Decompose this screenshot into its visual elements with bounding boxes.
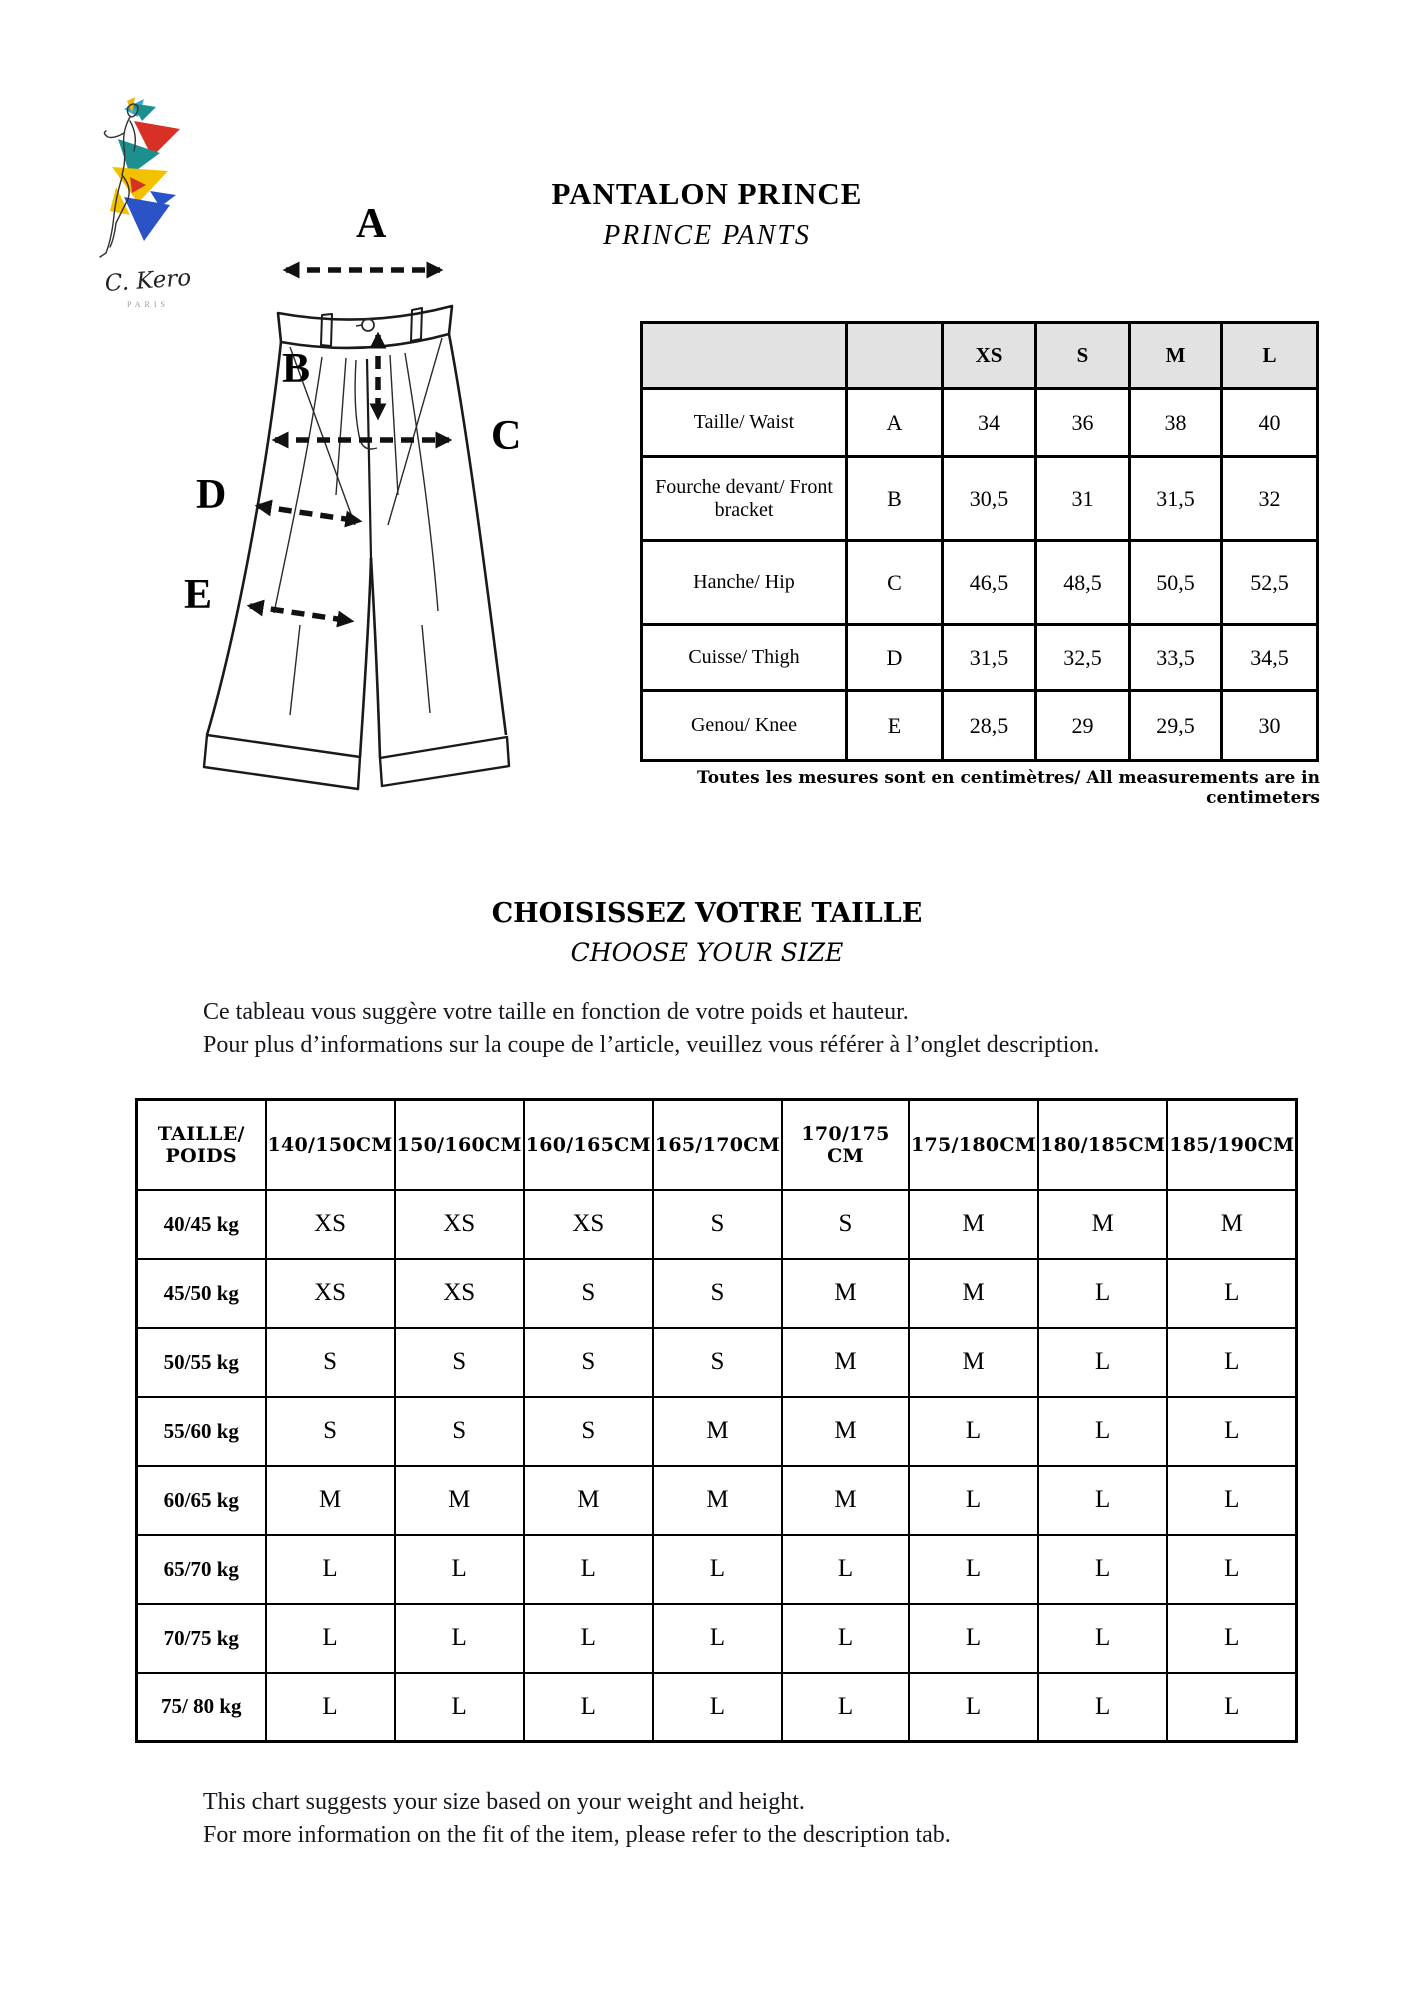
outro-paragraph-en (203, 1786, 1353, 1852)
size-cell: L (1167, 1466, 1297, 1535)
measurement-row (642, 457, 1318, 541)
measurement-row (642, 691, 1318, 761)
measurement-table-head-row (642, 323, 1318, 389)
measurement-value: 31,5 (1130, 457, 1222, 541)
height-col-header-4: 170/175 CM (782, 1100, 909, 1190)
size-cell: L (266, 1604, 395, 1673)
size-chart-row (137, 1535, 1297, 1604)
measurement-letter: E (847, 691, 943, 761)
size-cell: S (782, 1190, 909, 1259)
size-cell: L (395, 1604, 524, 1673)
weight-label: 55/60 kg (137, 1397, 266, 1466)
measurement-table (640, 321, 1319, 762)
measurement-col-header-4: M (1130, 323, 1222, 389)
size-cell: M (909, 1259, 1038, 1328)
measurement-value: 29,5 (1130, 691, 1222, 761)
arrow-d (258, 506, 359, 521)
dimension-letter-c: C (491, 413, 522, 459)
size-cell: L (909, 1673, 1038, 1742)
measurement-value: 48,5 (1036, 541, 1130, 625)
size-chart-corner-header (137, 1100, 266, 1190)
size-cell: M (1167, 1190, 1297, 1259)
measurement-value: 31,5 (943, 625, 1036, 691)
size-cell: S (524, 1259, 653, 1328)
measurement-value: 32,5 (1036, 625, 1130, 691)
measurement-label: Cuisse/ Thigh (642, 625, 847, 691)
size-cell: L (782, 1604, 909, 1673)
measurement-label: Hanche/ Hip (642, 541, 847, 625)
size-chart-row (137, 1466, 1297, 1535)
size-cell: L (653, 1673, 782, 1742)
weight-label: 75/ 80 kg (137, 1673, 266, 1742)
size-cell: L (1038, 1328, 1167, 1397)
size-cell: S (395, 1397, 524, 1466)
size-cell: L (1038, 1259, 1167, 1328)
size-chart-row (137, 1604, 1297, 1673)
weight-label: 60/65 kg (137, 1466, 266, 1535)
brand-city: PARIS (127, 300, 169, 309)
size-cell: L (782, 1535, 909, 1604)
size-cell: L (909, 1397, 1038, 1466)
dimension-letter-e: E (184, 572, 213, 618)
size-cell: L (653, 1535, 782, 1604)
size-cell: S (395, 1328, 524, 1397)
size-cell: L (782, 1673, 909, 1742)
size-cell: M (782, 1397, 909, 1466)
size-cell: M (653, 1466, 782, 1535)
size-cell: M (909, 1328, 1038, 1397)
measurement-letter: A (847, 389, 943, 457)
size-cell: L (1038, 1466, 1167, 1535)
measurement-col-header-3: S (1036, 323, 1130, 389)
size-cell: M (782, 1328, 909, 1397)
measurement-row (642, 541, 1318, 625)
measurement-value: 28,5 (943, 691, 1036, 761)
measurement-col-header-0 (642, 323, 847, 389)
measurement-letter: C (847, 541, 943, 625)
weight-label: 45/50 kg (137, 1259, 266, 1328)
size-cell: L (1167, 1328, 1297, 1397)
intro-fr-line2: Pour plus d’informations sur la coupe de l’article, veuillez vous référer à l’onglet description. (203, 1032, 1100, 1058)
size-cell: M (782, 1259, 909, 1328)
size-cell: L (909, 1604, 1038, 1673)
size-cell: S (266, 1397, 395, 1466)
measurement-value: 33,5 (1130, 625, 1222, 691)
size-cell: L (909, 1466, 1038, 1535)
height-col-header-0: 140/150CM (266, 1100, 395, 1190)
size-chart-table (135, 1098, 1298, 1743)
size-cell: L (524, 1604, 653, 1673)
measurement-value: 34,5 (1222, 625, 1318, 691)
measurement-letter: D (847, 625, 943, 691)
size-cell: XS (395, 1259, 524, 1328)
measurement-value: 50,5 (1130, 541, 1222, 625)
outro-en-line1: This chart suggests your size based on your weight and height. (203, 1789, 805, 1815)
measurement-label: Fourche devant/ Front bracket (642, 457, 847, 541)
size-cell: L (266, 1535, 395, 1604)
size-cell: M (1038, 1190, 1167, 1259)
size-cell: M (266, 1466, 395, 1535)
size-cell: M (524, 1466, 653, 1535)
size-cell: L (1038, 1673, 1167, 1742)
measurement-row (642, 625, 1318, 691)
size-chart-row (137, 1673, 1297, 1742)
outro-en-line2: For more information on the fit of the item, please refer to the description tab. (203, 1822, 951, 1848)
size-cell: S (653, 1190, 782, 1259)
size-cell: L (1038, 1535, 1167, 1604)
height-col-header-3: 165/170CM (653, 1100, 782, 1190)
size-cell: S (266, 1328, 395, 1397)
measurement-value: 29 (1036, 691, 1130, 761)
section-title-en: CHOOSE YOUR SIZE (570, 938, 844, 967)
size-cell: XS (266, 1259, 395, 1328)
size-cell: S (653, 1259, 782, 1328)
measurement-value: 38 (1130, 389, 1222, 457)
size-cell: L (266, 1673, 395, 1742)
measurement-label: Genou/ Knee (642, 691, 847, 761)
arrow-e (250, 606, 351, 621)
measurement-value: 34 (943, 389, 1036, 457)
height-col-header-2: 160/165CM (524, 1100, 653, 1190)
size-cell: L (1167, 1673, 1297, 1742)
size-chart-wrap (135, 1098, 1298, 1743)
measurement-col-header-5: L (1222, 323, 1318, 389)
size-cell: L (1038, 1397, 1167, 1466)
pants-outline (204, 306, 509, 789)
measurement-label: Taille/ Waist (642, 389, 847, 457)
size-cell: M (909, 1190, 1038, 1259)
dimension-letter-b: B (282, 346, 311, 392)
size-cell: L (524, 1535, 653, 1604)
dimension-letter-a: A (356, 201, 387, 247)
measurements-unit-note: Toutes les mesures sont en centimètres/ All measurements are in centimeters (697, 768, 1320, 808)
corner-line1: TAILLE/ (157, 1122, 245, 1145)
size-cell: M (395, 1466, 524, 1535)
measurement-letter: B (847, 457, 943, 541)
size-cell: L (1167, 1259, 1297, 1328)
size-cell: S (524, 1397, 653, 1466)
measurement-value: 46,5 (943, 541, 1036, 625)
measurement-row (642, 389, 1318, 457)
weight-label: 65/70 kg (137, 1535, 266, 1604)
weight-label: 40/45 kg (137, 1190, 266, 1259)
height-col-header-6: 180/185CM (1038, 1100, 1167, 1190)
size-cell: S (653, 1328, 782, 1397)
height-col-header-7: 185/190CM (1167, 1100, 1297, 1190)
size-cell: L (1167, 1535, 1297, 1604)
measurement-col-header-2: XS (943, 323, 1036, 389)
size-cell: L (395, 1673, 524, 1742)
size-cell: M (653, 1397, 782, 1466)
size-chart-row (137, 1190, 1297, 1259)
measurement-table-wrap (640, 321, 1319, 762)
measurement-value: 40 (1222, 389, 1318, 457)
section-title-fr: CHOISISSEZ VOTRE TAILLE (491, 898, 923, 929)
size-cell: XS (266, 1190, 395, 1259)
size-cell: L (653, 1604, 782, 1673)
size-cell: XS (395, 1190, 524, 1259)
measurement-value: 32 (1222, 457, 1318, 541)
size-chart-row (137, 1259, 1297, 1328)
height-col-header-5: 175/180CM (909, 1100, 1038, 1190)
page-title-en: PRINCE PANTS (603, 220, 811, 251)
corner-line2: POIDS (165, 1144, 237, 1167)
measurement-value: 30,5 (943, 457, 1036, 541)
measurement-value: 31 (1036, 457, 1130, 541)
weight-label: 50/55 kg (137, 1328, 266, 1397)
size-cell: L (1167, 1397, 1297, 1466)
size-chart-row (137, 1328, 1297, 1397)
weight-label: 70/75 kg (137, 1604, 266, 1673)
size-cell: L (909, 1535, 1038, 1604)
height-col-header-1: 150/160CM (395, 1100, 524, 1190)
intro-paragraph-fr (203, 996, 1353, 1062)
page-title-fr: PANTALON PRINCE (551, 176, 863, 211)
brand-signature: C. Kero (103, 265, 193, 297)
measurement-value: 30 (1222, 691, 1318, 761)
size-cell: L (1038, 1604, 1167, 1673)
size-cell: L (395, 1535, 524, 1604)
measurement-value: 52,5 (1222, 541, 1318, 625)
size-cell: S (524, 1328, 653, 1397)
intro-fr-line1: Ce tableau vous suggère votre taille en fonction de votre poids et hauteur. (203, 999, 909, 1025)
size-chart-head-row (137, 1100, 1297, 1190)
measurement-value: 36 (1036, 389, 1130, 457)
measurement-col-header-1 (847, 323, 943, 389)
size-cell: L (1167, 1604, 1297, 1673)
size-chart-row (137, 1397, 1297, 1466)
dimension-letter-d: D (196, 472, 227, 518)
size-cell: L (524, 1673, 653, 1742)
size-cell: M (782, 1466, 909, 1535)
size-cell: XS (524, 1190, 653, 1259)
